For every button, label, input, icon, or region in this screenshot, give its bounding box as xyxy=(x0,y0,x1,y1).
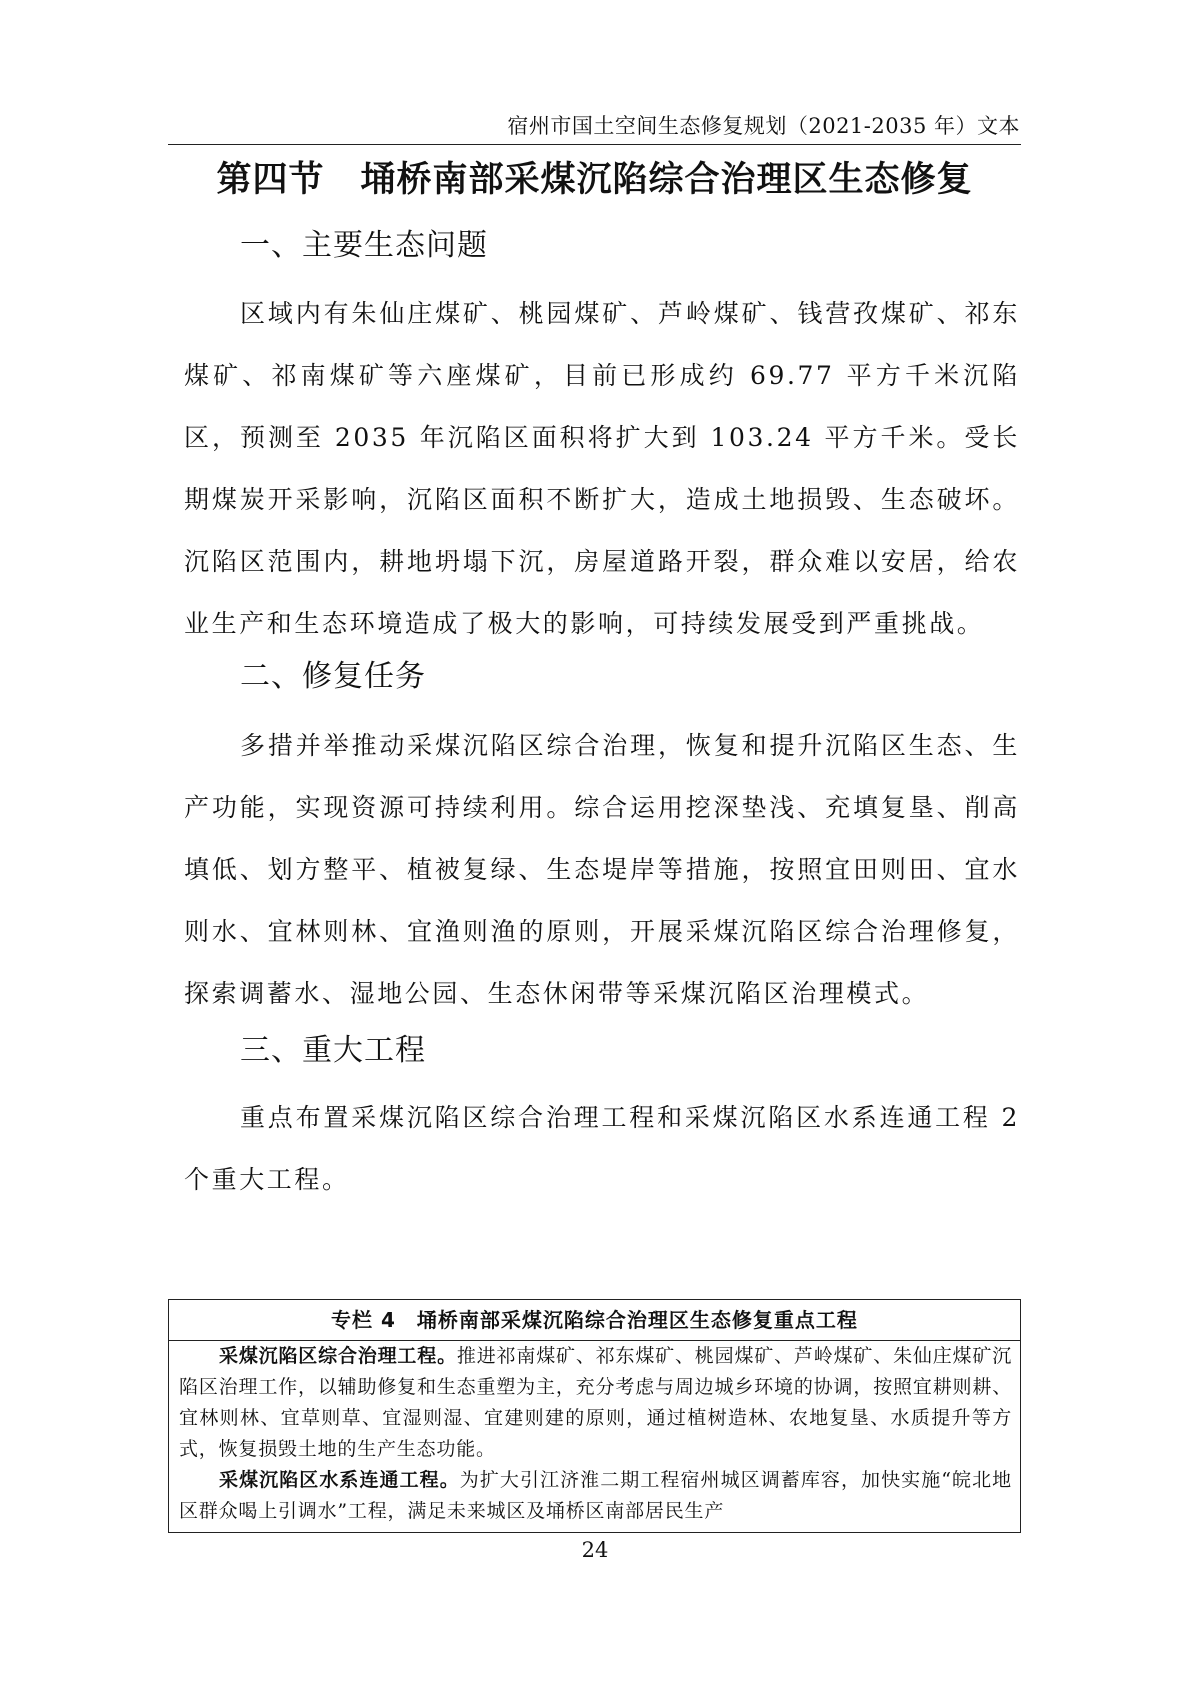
section-title: 第四节 埇桥南部采煤沉陷综合治理区生态修复 xyxy=(216,160,973,200)
header-rule xyxy=(168,144,1021,145)
box-item-lead: 采煤沉陷区水系连通工程。 xyxy=(219,1469,460,1491)
heading-restoration-tasks: 二、修复任务 xyxy=(240,659,426,694)
paragraph-restoration-tasks: 多措并举推动采煤沉陷区综合治理，恢复和提升沉陷区生态、生产功能，实现资源可持续利用。综合运用挖深垫浅、充填复垦、削高填低、划方整平、植被复绿、生态堤岸等措施，按照宜田则田、宜水则水、宜林则林、宜渔则渔的原则，开展采煤沉陷区综合治理修复，探索调蓄水、湿地公园、生态休闲带等采煤沉陷区治理模式。 xyxy=(184,731,1020,1008)
page-number: 24 xyxy=(581,1538,609,1562)
heading-main-problems: 一、主要生态问题 xyxy=(240,228,488,263)
box-item-text: 推进祁南煤矿、祁东煤矿、桃园煤矿、芦岭煤矿、朱仙庄煤矿沉陷区治理工作，以辅助修复和生态重塑为主，充分考虑与周边城乡环境的协调，按照宜耕则耕、宜林则林、宜草则草、宜湿则湿、宜建则建的原则，通过植树造林、农地复垦、水质提升等方式，恢复损毁土地的生产生态功能。 xyxy=(179,1345,1012,1460)
paragraph-main-problems: 区域内有朱仙庄煤矿、桃园煤矿、芦岭煤矿、钱营孜煤矿、祁东煤矿、祁南煤矿等六座煤矿，目前已形成约 69.77 平方千米沉陷区，预测至 2035 年沉陷区面积将扩大到 103.24 平方千米。受长期煤炭开采影响，沉陷区面积不断扩大，造成土地损毁、生态破坏。沉陷区范围内，耕地坍塌下沉，房屋道路开裂，群众难以安居，给农业生产和生态环境造成了极大的影响，可持续发展受到严重挑战。 xyxy=(184,299,1020,638)
box-item-water-connectivity xyxy=(169,1465,1020,1527)
box-item-subsidence-treatment xyxy=(169,1341,1020,1465)
box-title: 专栏 4 埇桥南部采煤沉陷综合治理区生态修复重点工程 xyxy=(169,1300,1020,1341)
running-header: 宿州市国土空间生态修复规划（2021-2035 年）文本 xyxy=(507,114,1020,138)
box-item-lead: 采煤沉陷区综合治理工程。 xyxy=(219,1345,457,1367)
box-item-text: 为扩大引江济淮二期工程宿州城区调蓄库容，加快实施“皖北地区群众喝上引调水”工程，满足未来城区及埇桥区南部居民生产 xyxy=(179,1469,1012,1522)
heading-major-projects: 三、重大工程 xyxy=(240,1033,426,1068)
paragraph-major-projects: 重点布置采煤沉陷区综合治理工程和采煤沉陷区水系连通工程 2 个重大工程。 xyxy=(184,1103,1020,1194)
project-box xyxy=(168,1299,1021,1533)
